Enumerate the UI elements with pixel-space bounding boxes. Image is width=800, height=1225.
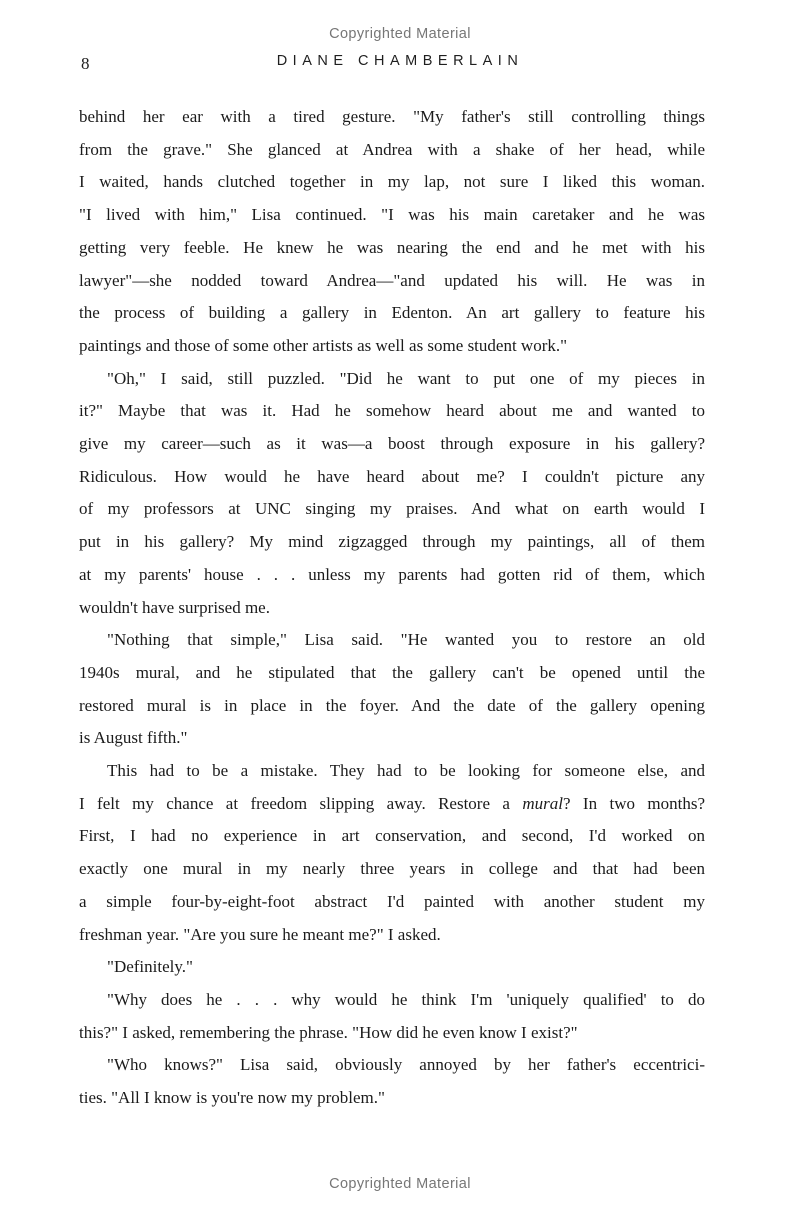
page-header (0, 53, 800, 75)
text-line: wouldn't have surprised me. (79, 597, 270, 617)
text-line: "Nothing that simple," Lisa said. "He wanted you to restore an old (107, 630, 705, 650)
paragraph (79, 755, 705, 951)
text-line: "Why does he . . . why would he think I'm 'uniquely qualified' to do (107, 989, 705, 1009)
text-line: ties. "All I know is you're now my problem." (79, 1088, 385, 1108)
paragraph (79, 363, 705, 625)
text-line: of my professors at UNC singing my praises. And what on earth would I (79, 499, 705, 519)
paragraph (79, 951, 705, 984)
text-line: this?" I asked, remembering the phrase. "How did he even know I exist?" (79, 1022, 578, 1042)
paragraph (79, 624, 705, 755)
page-number: 8 (81, 54, 90, 73)
paragraph (79, 101, 705, 363)
text-line: restored mural is in place in the foyer. And the date of the gallery opening (79, 695, 705, 715)
text-line: it?" Maybe that was it. Had he somehow heard about me and wanted to (79, 401, 705, 421)
text-line: lawyer"—she nodded toward Andrea—"and updated his will. He was in (79, 270, 705, 290)
text-line: behind her ear with a tired gesture. "My father's still controlling things (79, 107, 705, 126)
paragraph (79, 984, 705, 1049)
paragraph (79, 1049, 705, 1114)
text-line: paintings and those of some other artists as well as some student work." (79, 335, 568, 355)
text-line: is August fifth." (79, 728, 188, 748)
text-line: "Oh," I said, still puzzled. "Did he want to put one of my pieces in (107, 368, 705, 388)
text-line: First, I had no experience in art conservation, and second, I'd worked on (79, 826, 705, 846)
text-line: give my career—such as it was—a boost through exposure in his gallery? (79, 434, 705, 454)
text-line: getting very feeble. He knew he was nearing the end and he met with his (79, 237, 705, 257)
copyright-notice-bottom: Copyrighted Material (329, 1176, 471, 1192)
text-line: 1940s mural, and he stipulated that the gallery can't be opened until the (79, 662, 705, 682)
text-line: I waited, hands clutched together in my lap, not sure I liked this woman. (79, 172, 705, 192)
text-line: I felt my chance at freedom slipping away. Restore a mural? In two months? (79, 793, 705, 813)
text-line: Ridiculous. How would he have heard about me? I couldn't picture any (79, 466, 705, 486)
text-line: from the grave." She glanced at Andrea with a shake of her head, while (79, 139, 705, 159)
copyright-notice-top: Copyrighted Material (329, 26, 471, 42)
text-line: at my parents' house . . . unless my parents had gotten rid of them, which (79, 564, 705, 584)
page-body (79, 101, 705, 1115)
text-line: exactly one mural in my nearly three years in college and that had been (79, 859, 705, 879)
text-line: a simple four-by-eight-foot abstract I'd painted with another student my (79, 891, 705, 911)
text-line: "Who knows?" Lisa said, obviously annoyed by her father's eccentrici- (107, 1055, 705, 1075)
running-header: DIANE CHAMBERLAIN (276, 53, 524, 69)
text-line: "Definitely." (107, 957, 193, 977)
text-line: "I lived with him," Lisa continued. "I was his main caretaker and he was (79, 205, 705, 225)
text-line: This had to be a mistake. They had to be looking for someone else, and (107, 761, 705, 781)
text-line: the process of building a gallery in Edenton. An art gallery to feature his (79, 303, 705, 323)
text-line: put in his gallery? My mind zigzagged through my paintings, all of them (79, 532, 705, 552)
text-line: freshman year. "Are you sure he meant me?" I asked. (79, 924, 441, 944)
